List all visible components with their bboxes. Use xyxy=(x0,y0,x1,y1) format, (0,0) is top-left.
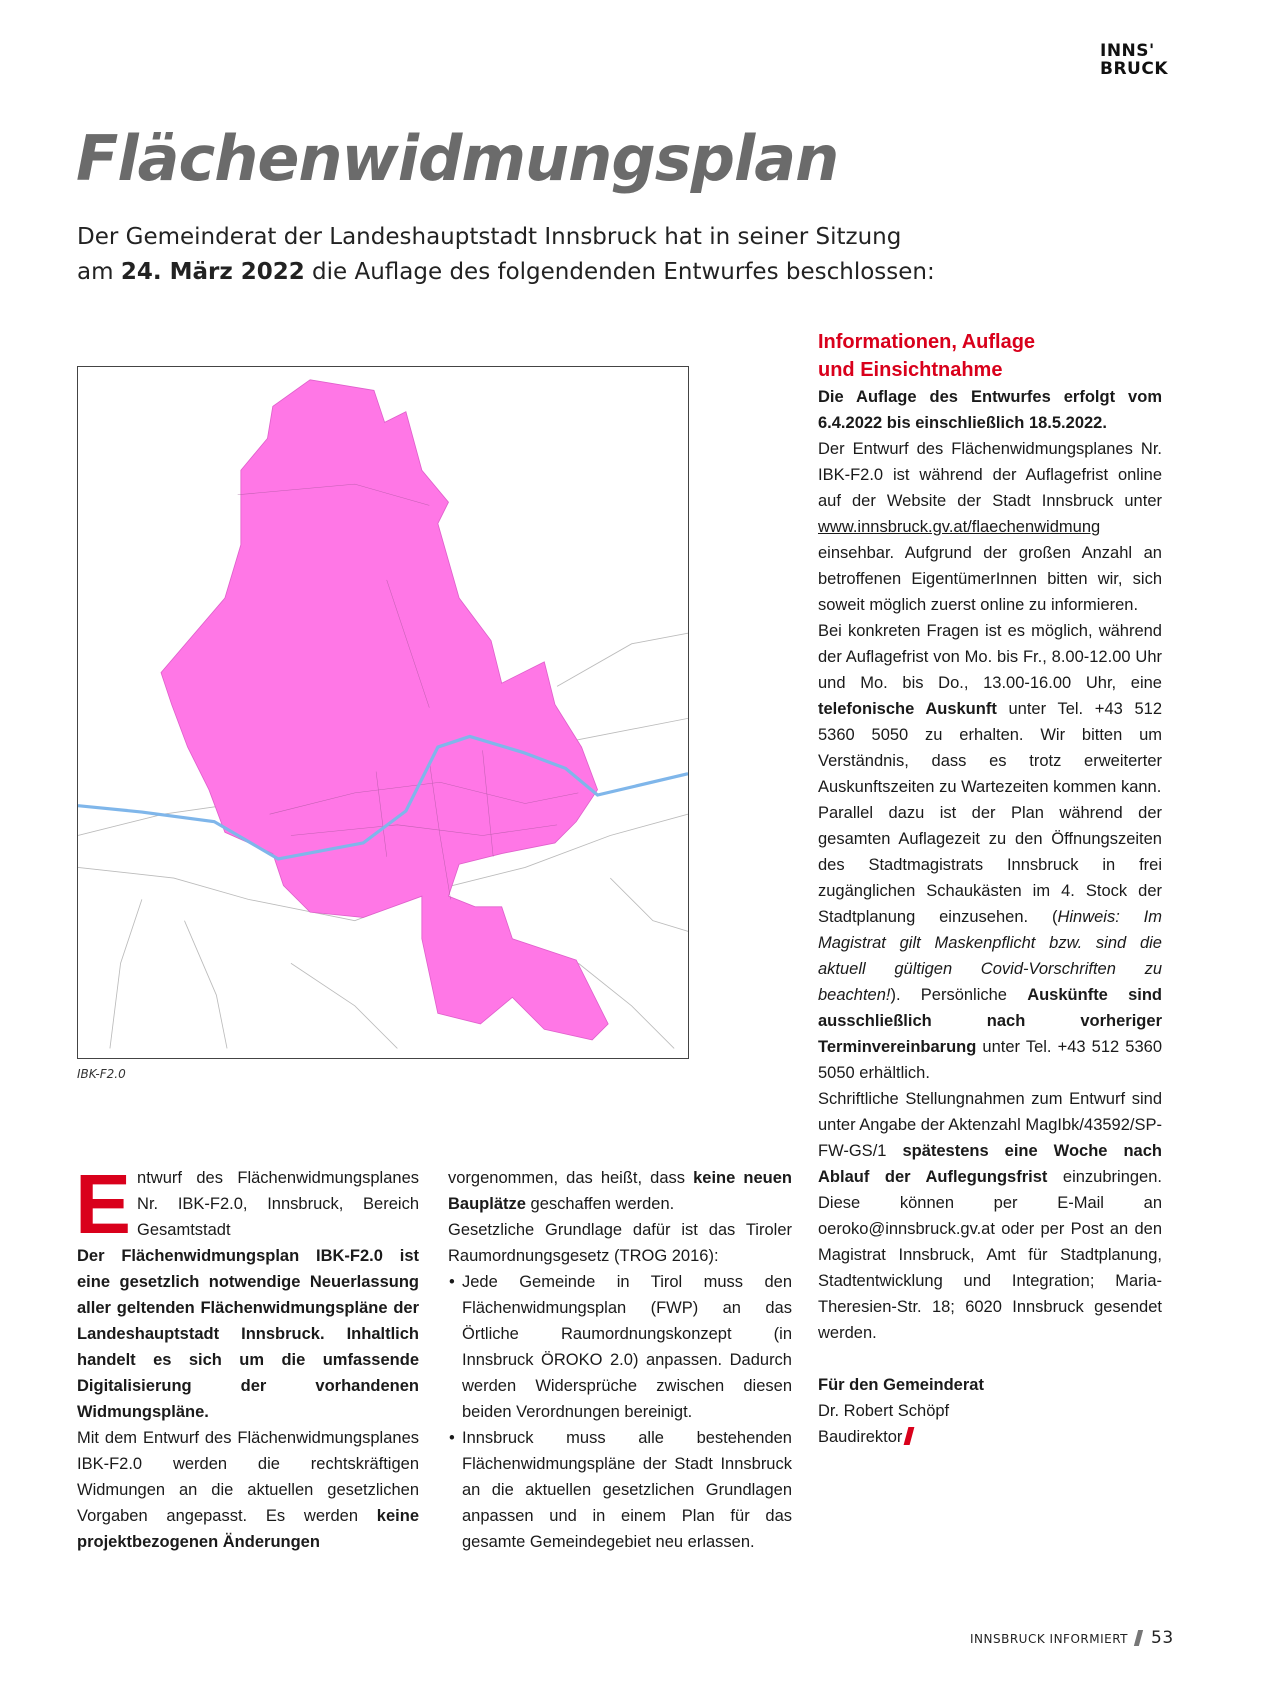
paragraph-text: Der Entwurf des Flächenwidmungsplanes Nr. IBK-F2.0 ist während der Auflagefrist online auf der Website der Stadt Innsbruck unter xyxy=(818,440,1162,510)
list-item: • Jede Gemeinde in Tirol muss den Flächenwidmungsplan (FWP) an das Örtliche Raumordnungskonzept (in Innsbruck ÖROKO 2.0) anpassen. Dadurch werden Widersprüche zwischen diesen beiden Verordnungen bereinigt. xyxy=(462,1269,792,1425)
paragraph-bold: Auskünfte sind ausschließlich nach vorheriger Terminvereinbarung xyxy=(818,986,1162,1056)
map-caption: IBK-F2.0 xyxy=(77,1067,126,1081)
paragraph-text: Parallel dazu ist der Plan während der gesamten Auflagezeit zu den Öffnungszeiten des Stadtmagistrats Innsbruck in frei zugänglichen Schaukästen im 4. Stock der Stadtplanung einzusehen. ( xyxy=(818,804,1162,926)
paragraph-text: einzubringen. Diese können per E-Mail an oeroko@innsbruck.gv.at oder per Post an den Magistrat Innsbruck, Amt für Stadtplanung, Stadtentwicklung und Integration; Maria-Theresien-Str. 18; 6020 Innsbruck gesendet werden. xyxy=(818,1168,1162,1342)
paragraph xyxy=(818,436,1162,618)
paragraph: Gesetzliche Grundlage dafür ist das Tiroler Raumordnungsgesetz (TROG 2016): xyxy=(448,1221,792,1265)
signature-role: Baudirektor xyxy=(818,1428,903,1446)
intro-pre: am xyxy=(77,259,121,285)
paragraph xyxy=(818,384,1162,436)
paragraph xyxy=(77,1425,419,1555)
signature-label: Für den Gemeinderat xyxy=(818,1376,984,1394)
paragraph-text: unter Tel. +43 512 5360 5050 zu erhalten. Wir bitten um Verständnis, dass es trotz erweiterter Auskunftszeiten zu Wartezeiten kommen kann. xyxy=(818,700,1162,796)
paragraph-bold: spätestens eine Woche nach Ablauf der Auflegungsfrist xyxy=(818,1142,1162,1186)
info-heading: Informationen, Auflage und Einsichtnahme xyxy=(818,331,1036,381)
summary xyxy=(77,1243,419,1425)
paragraph xyxy=(818,618,1162,800)
signature-block xyxy=(818,1372,1162,1398)
summary-bold: Der Flächenwidmungsplan IBK-F2.0 ist eine gesetzlich notwendige Neuerlassung aller geltenden Flächenwidmungspläne der Landeshauptstadt Innsbruck. Inhaltlich handelt es sich um die umfassende Digitalisierung der vorhandenen Widmungspläne. xyxy=(77,1247,419,1421)
publication-name: INNSBRUCK INFORMIERT xyxy=(970,1632,1128,1646)
paragraph-bold: keine projektbezogenen Änderungen xyxy=(77,1507,419,1551)
intro-line: Der Gemeinderat der Landeshauptstadt Innsbruck hat in seiner Sitzung xyxy=(77,224,902,250)
info-column xyxy=(818,328,1162,1450)
display-period: Die Auflage des Entwurfes erfolgt vom 6.4.2022 bis einschließlich 18.5.2022. xyxy=(818,388,1162,432)
signature-name: Dr. Robert Schöpf xyxy=(818,1402,950,1420)
page-title: Flächenwidmungsplan xyxy=(76,122,839,195)
paragraph-text: Mit dem Entwurf des Flächenwidmungsplanes IBK-F2.0 werden die rechtskräftigen Widmungen an die aktuellen gesetzlichen Vorgaben angepasst. Es werden xyxy=(77,1429,419,1525)
article-column-1 xyxy=(75,1157,419,1555)
page-footer xyxy=(970,1628,1174,1648)
website-link[interactable]: www.innsbruck.gv.at/flaechenwidmung xyxy=(818,518,1101,536)
logo-line: INNS' xyxy=(1100,41,1155,61)
zoning-area xyxy=(161,380,608,1040)
intro-line xyxy=(77,255,977,290)
end-mark-icon xyxy=(904,1427,915,1445)
intro-post: die Auflage des folgendenden Entwurfes beschlossen: xyxy=(304,259,935,285)
paragraph-text: geschaffen werden. xyxy=(525,1195,675,1213)
list-item: • Innsbruck muss alle bestehenden Flächenwidmungspläne der Stadt Innsbruck an die aktuellen gesetzlichen Grundlagen anpassen und in einem Plan für das gesamte Gemeindegebiet neu erlassen. xyxy=(462,1425,792,1555)
zoning-map xyxy=(77,366,689,1059)
signature-role-line xyxy=(818,1424,1162,1450)
paragraph-text: Schriftliche Stellungnahmen zum Entwurf sind unter Angabe der Aktenzahl MagIbk/43592/SP-FW-GS/1 xyxy=(818,1090,1162,1160)
paragraph-text: ). Persönliche xyxy=(890,986,1028,1004)
paragraph-text: unter Tel. +43 512 5360 5050 erhältlich. xyxy=(818,1038,1162,1082)
paragraph-text: Bei konkreten Fragen ist es möglich, während der Auflagefrist von Mo. bis Fr., 8.00-12.00 Uhr und Mo. bis Do., 13.00-16.00 Uhr, eine xyxy=(818,622,1162,692)
paragraph xyxy=(448,1165,792,1217)
article-column-2 xyxy=(448,1165,792,1555)
paragraph-bold: telefonische Auskunft xyxy=(818,700,997,718)
logo-line: BRUCK xyxy=(1100,59,1169,79)
innsbruck-logo xyxy=(1100,42,1168,78)
intro-text xyxy=(77,220,977,290)
paragraph xyxy=(818,800,1162,1086)
lead-text: ntwurf des Flächenwidmungsplanes Nr. IBK-F2.0, Innsbruck, Bereich Gesamtstadt xyxy=(137,1169,419,1239)
page-number: 53 xyxy=(1151,1628,1174,1648)
paragraph-text: vorgenommen, das heißt, dass xyxy=(448,1169,694,1187)
separator-icon xyxy=(1134,1630,1143,1646)
paragraph xyxy=(818,1086,1162,1346)
paragraph-bold: keine neuen Bauplätze xyxy=(448,1169,792,1213)
paragraph-text: einsehbar. Aufgrund der großen Anzahl an betroffenen EigentümerInnen bitten wir, sich soweit möglich zuerst online zu informieren. xyxy=(818,544,1162,614)
covid-note: Hinweis: Im Magistrat gilt Maskenpflicht bzw. sind die aktuell gültigen Covid-Vorschriften zu beachten! xyxy=(818,908,1162,1004)
session-date: 24. März 2022 xyxy=(120,259,305,285)
drop-cap: E xyxy=(75,1157,132,1251)
map-graphic xyxy=(78,367,688,1058)
bullet-list xyxy=(448,1269,792,1555)
